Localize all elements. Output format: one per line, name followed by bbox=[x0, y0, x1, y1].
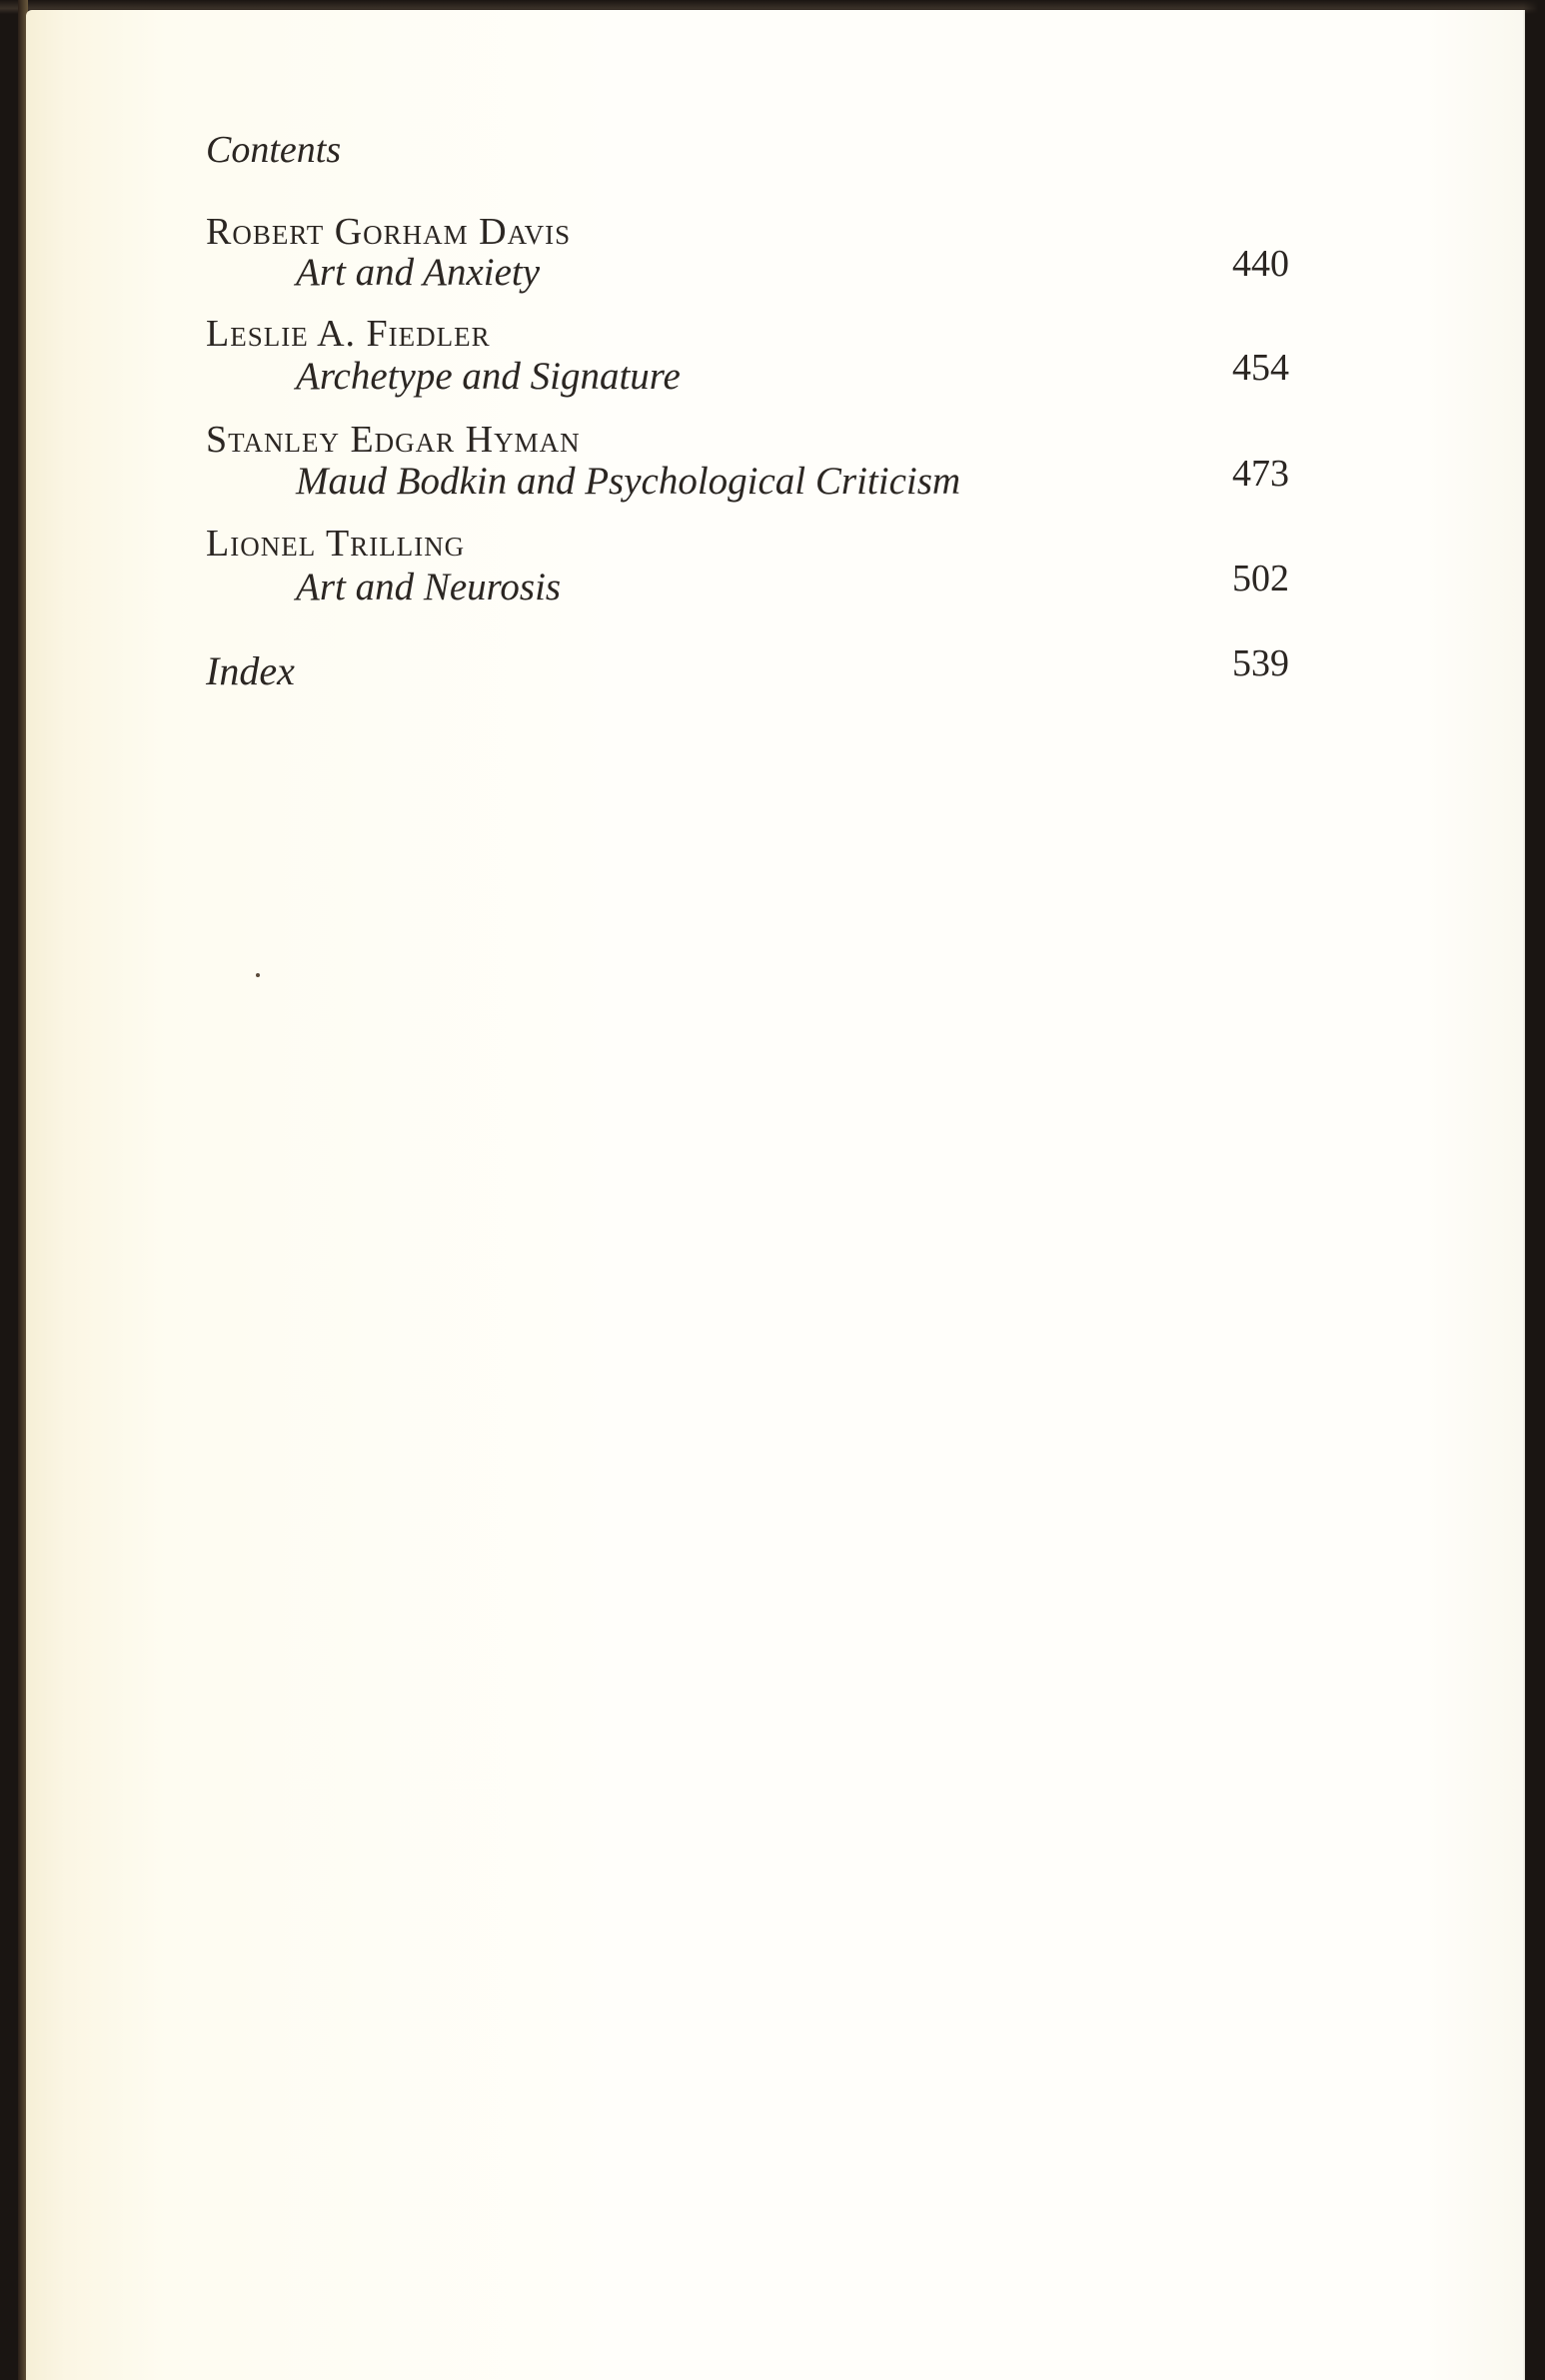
index-page-number: 539 bbox=[1232, 642, 1289, 684]
index-label: Index bbox=[206, 648, 295, 693]
toc-author: Stanley Edgar Hyman bbox=[206, 419, 581, 461]
toc-author: Lionel Trilling bbox=[206, 523, 466, 565]
toc-title: Art and Anxiety bbox=[296, 251, 541, 294]
toc-author: Robert Gorham Davis bbox=[206, 211, 572, 253]
toc-page-number: 440 bbox=[1232, 243, 1289, 285]
contents-heading: Contents bbox=[206, 129, 342, 171]
toc-page-number: 502 bbox=[1232, 558, 1289, 599]
toc-title: Archetype and Signature bbox=[296, 355, 681, 398]
toc-author: Leslie A. Fiedler bbox=[206, 313, 491, 355]
toc-title: Art and Neurosis bbox=[296, 566, 562, 608]
toc-page-number: 454 bbox=[1232, 347, 1289, 389]
paper-speck bbox=[256, 973, 260, 977]
toc-title: Maud Bodkin and Psychological Criticism bbox=[296, 460, 961, 503]
toc-page-number: 473 bbox=[1232, 453, 1289, 495]
